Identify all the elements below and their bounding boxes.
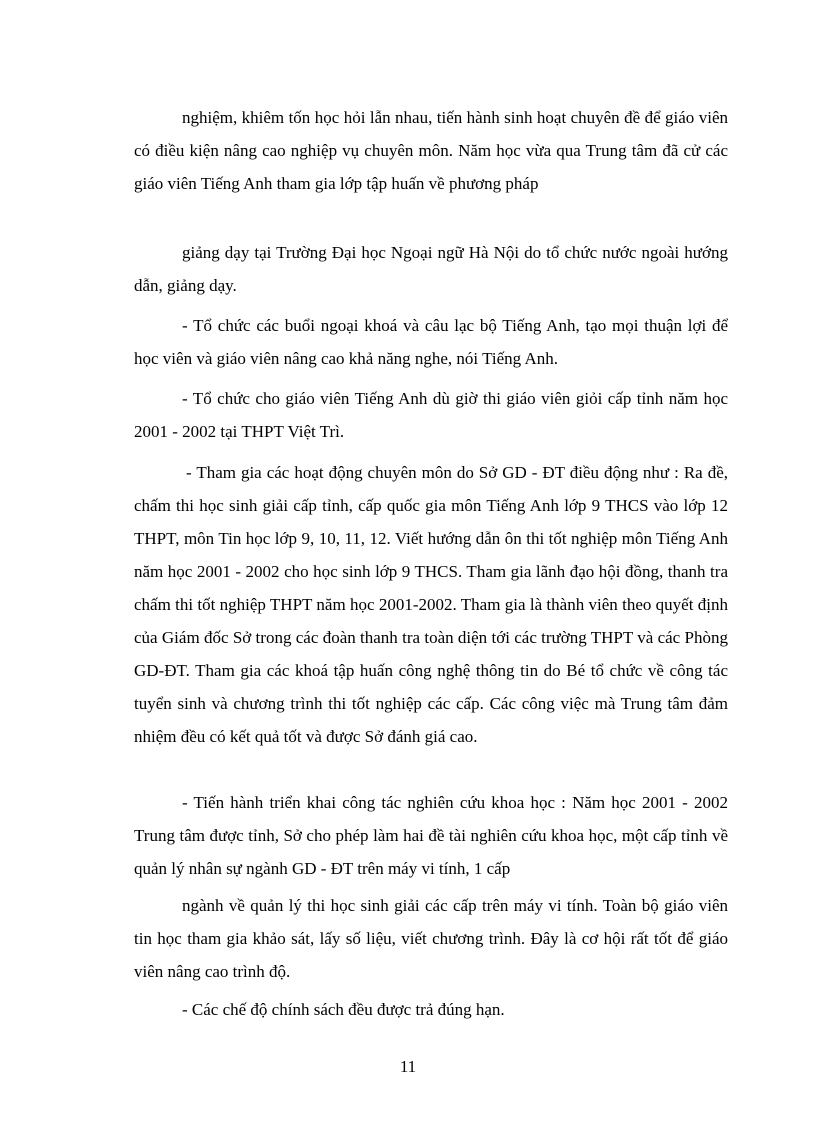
paragraph-2: giảng dạy tại Trường Đại học Ngoại ngữ Hà Nội do tổ chức nước ngoài hướng dẫn, giảng dạy. <box>134 243 728 295</box>
page-number: 11 <box>399 1057 417 1076</box>
paragraph-4: - Tổ chức cho giáo viên Tiếng Anh dù giờ thi giáo viên giỏi cấp tỉnh năm học 2001 - 2002 tại THPT Việt Trì. <box>134 389 728 441</box>
paragraph-8: - Các chế độ chính sách đều được trả đúng hạn. <box>182 1000 505 1019</box>
paragraph-7: ngành về quản lý thi học sinh giải các cấp trên máy vi tính. Toàn bộ giáo viên tin học tham gia khảo sát, lấy số liệu, viết chương trình. Đây là cơ hội rất tốt để giáo viên nâng cao trình độ. <box>134 896 728 981</box>
paragraph-6: - Tiến hành triển khai công tác nghiên cứu khoa học : Năm học 2001 - 2002 Trung tâm được tỉnh, Sở cho phép làm hai đề tài nghiên cứu khoa học, một cấp tỉnh về quản lý nhân sự ngành GD - ĐT trên máy vi tính, 1 cấp <box>134 793 728 878</box>
paragraph-1: nghiệm, khiêm tốn học hỏi lẫn nhau, tiến hành sinh hoạt chuyên đề để giáo viên có điều kiện nâng cao nghiệp vụ chuyên môn. Năm học vừa qua Trung tâm đã cử các giáo viên Tiếng Anh tham gia lớp tập huấn về phương pháp <box>134 108 728 193</box>
paragraph-3: - Tổ chức các buổi ngoại khoá và câu lạc bộ Tiếng Anh, tạo mọi thuận lợi để học viên và giáo viên nâng cao khả năng nghe, nói Tiếng Anh. <box>134 316 728 368</box>
paragraph-5: - Tham gia các hoạt động chuyên môn do Sở GD - ĐT điều động như : Ra đề, chấm thi học sinh giải cấp tỉnh, cấp quốc gia môn Tiếng Anh lớp 9 THCS vào lớp 12 THPT, môn Tin học lớp 9, 10, 11, 12. Viết hướng dẫn ôn thi tốt nghiệp môn Tiếng Anh năm học 2001 - 2002 cho học sinh lớp 9 THCS. Tham gia lãnh đạo hội đồng, thanh tra chấm thi tốt nghiệp THPT năm học 2001-2002. Tham gia là thành viên theo quyết định của Giám đốc Sở trong các đoàn thanh tra toàn diện tới các trường THPT và các Phòng GD-ĐT. Tham gia các khoá tập huấn công nghệ thông tin do Bé tổ chức về công tác tuyển sinh và chương trình thi tốt nghiệp các cấp. Các công việc mà Trung tâm đảm nhiệm đều có kết quả tốt và được Sở đánh giá cao. <box>134 463 728 746</box>
